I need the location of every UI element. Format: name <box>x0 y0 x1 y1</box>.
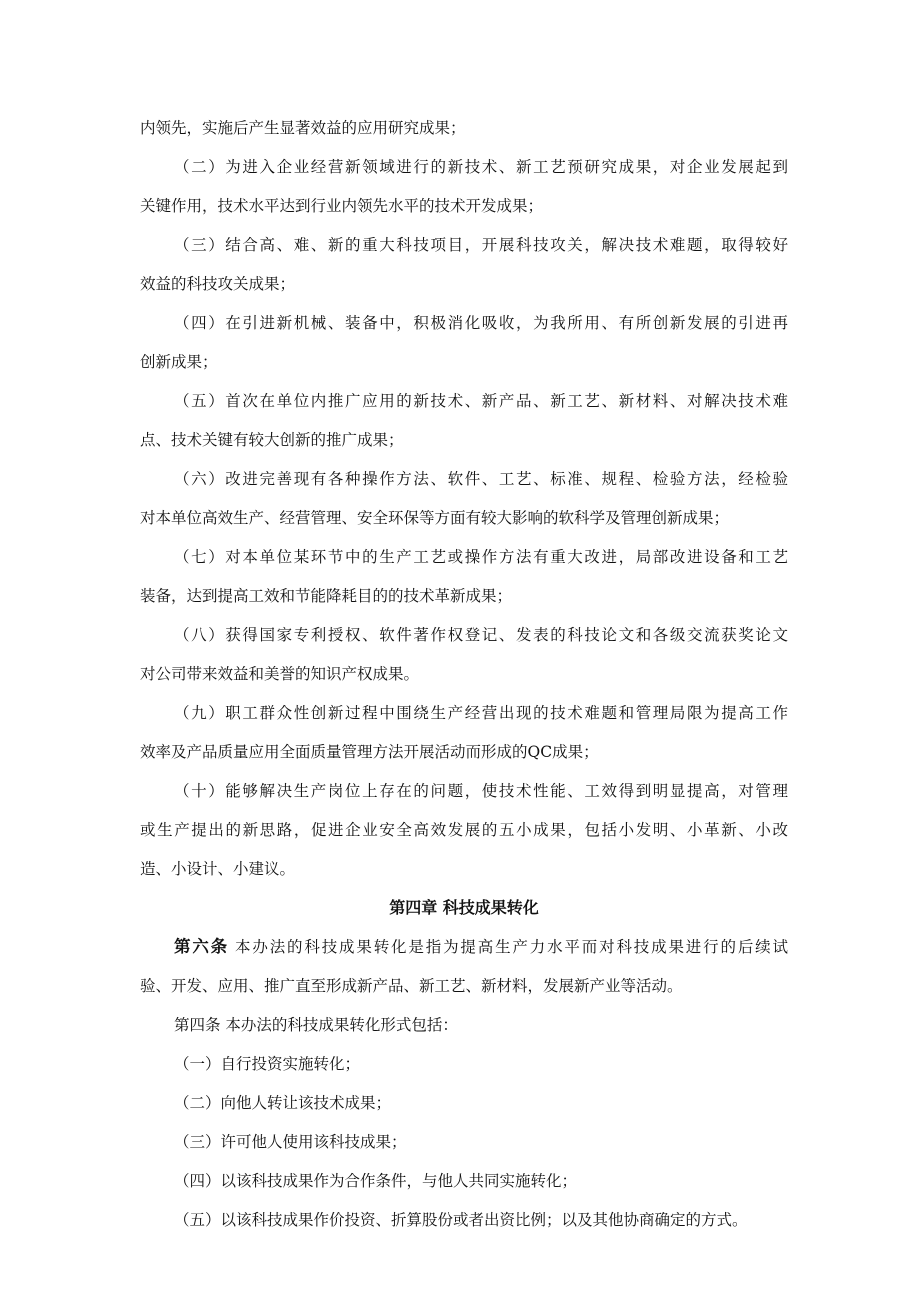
list-item: （二）向他人转让该技术成果； <box>174 1094 392 1112</box>
article-four <box>140 1009 788 1236</box>
list-item: （三）许可他人使用该科技成果； <box>174 1133 407 1151</box>
list-item: （四）以该科技成果作为合作条件，与他人共同实施转化； <box>174 1172 578 1190</box>
text-line: （九）职工群众性创新过程中围绕生产经营出现的技术难题和管理局限为提高工作 <box>174 704 788 722</box>
text-line: （三）结合高、难、新的重大科技项目，开展科技攻关，解决技术难题，取得较好 <box>174 236 788 254</box>
text-line: （六）改进完善现有各种操作方法、软件、工艺、标准、规程、检验方法，经检验 <box>174 470 788 488</box>
text-line: （七）对本单位某环节中的生产工艺或操作方法有重大改进，局部改进设备和工艺 <box>174 548 788 566</box>
article-six-text: 本办法的科技成果转化是指为提高生产力水平而对科技成果进行的后续试 <box>235 938 788 956</box>
text-line: 点、技术关键有较大创新的推广成果； <box>140 431 404 449</box>
text-line: （四）在引进新机械、装备中，积极消化吸收，为我所用、有所创新发展的引进再 <box>174 314 788 332</box>
article-four-intro: 第四条 本办法的科技成果转化形式包括： <box>174 1016 458 1034</box>
text-line: 装备，达到提高工效和节能降耗目的的技术革新成果； <box>140 587 513 605</box>
text-line: 或生产提出的新思路，促进企业安全高效发展的五小成果，包括小发明、小革新、小改 <box>140 821 788 839</box>
text-line: 对本单位高效生产、经营管理、安全环保等方面有较大影响的软科学及管理创新成果； <box>140 509 730 527</box>
text-line: 对公司带来效益和美誉的知识产权成果。 <box>140 665 420 683</box>
text-line: 效率及产品质量应用全面质量管理方法开展活动而形成的QC成果； <box>140 743 599 761</box>
list-item: （一）自行投资实施转化； <box>174 1055 361 1073</box>
text-line: 效益的科技攻关成果； <box>140 275 296 293</box>
article-six <box>140 931 788 1002</box>
text-line: （二）为进入企业经营新领域进行的新技术、新工艺预研究成果，对企业发展起到 <box>174 158 788 176</box>
text-line: （八）获得国家专利授权、软件著作权登记、发表的科技论文和各级交流获奖论文 <box>174 626 788 644</box>
article-six-line <box>140 931 788 963</box>
text-line: 造、小设计、小建议。 <box>140 860 296 878</box>
text-line: （五）首次在单位内推广应用的新技术、新产品、新工艺、新材料、对解决技术难 <box>174 392 788 410</box>
text-line: 内领先，实施后产生显著效益的应用研究成果； <box>140 119 466 137</box>
chapter-heading: 第四章 科技成果转化 <box>389 898 539 917</box>
document-page <box>140 112 788 1243</box>
article-six-label: 第六条 <box>174 937 230 956</box>
text-line: （十）能够解决生产岗位上存在的问题，使技术性能、工效得到明显提高，对管理 <box>174 782 788 800</box>
text-line: 创新成果； <box>140 353 218 371</box>
text-line: 验、开发、应用、推广直至形成新产品、新工艺、新材料，发展新产业等活动。 <box>140 977 683 995</box>
text-line: 关键作用，技术水平达到行业内领先水平的技术开发成果； <box>140 197 544 215</box>
achievement-list <box>140 112 788 885</box>
list-item: （五）以该科技成果作价投资、折算股份或者出资比例；以及其他协商确定的方式。 <box>174 1211 748 1229</box>
